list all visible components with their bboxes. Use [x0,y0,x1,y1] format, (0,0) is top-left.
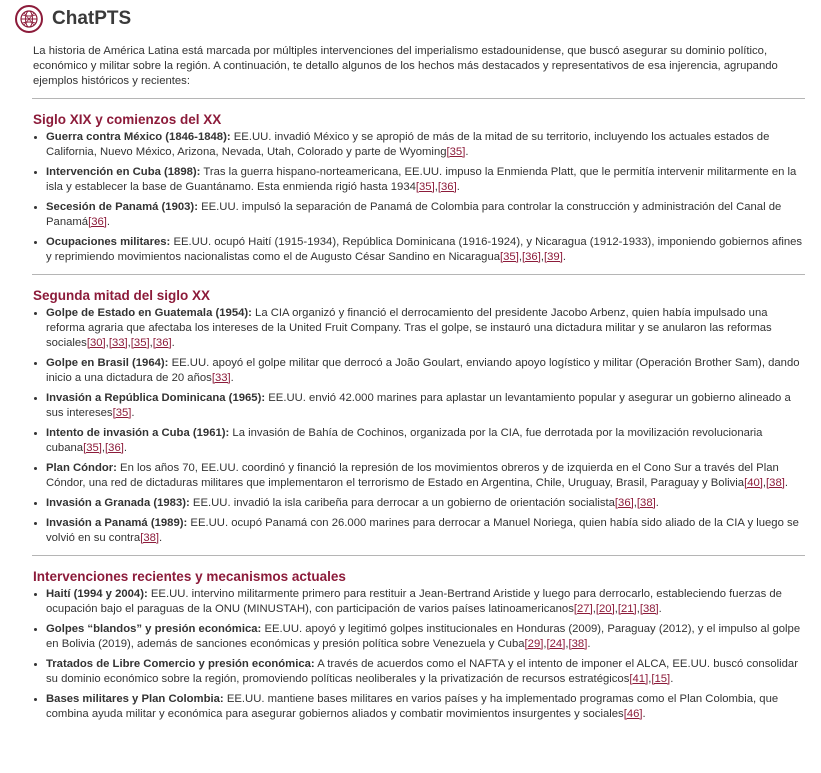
item-text: En los años 70, EE.UU. coordinó y financió la represión de los movimientos obreros y de izquierda en el Cono Sur a través del Plan Cóndor, una red de dictaduras militares que implementaron el terrorismo de Estado en Argentina, Chile, Uruguay, Brasil, Paraguay y Bolivia [46,462,779,489]
list-item: • Golpes “blandos” y presión económica: EE.UU. apoyó y legitimó golpes institucionales en Honduras (2009), Paraguay (2012), y el impulso al golpe en Bolivia (2019), además de sanciones económicas y presión política sobre Venezuela y Cuba[29],[24],[38]. [46,622,805,652]
item-text: Tras la guerra hispano-norteamericana, EE.UU. impuso la Enmienda Platt, que le permitía intervenir militarmente en la isla y establecer la base de Guantánamo. Esta enmienda rigió hasta 1934 [46,166,797,193]
citation-link[interactable]: [38] [568,638,588,650]
list-item [46,130,805,160]
section-divider [32,274,805,275]
globe-emblem-icon [15,5,43,33]
item-end: . [784,477,789,489]
item-title: Intento de invasión a Cuba (1961): [46,427,230,439]
item-title: Haití (1994 y 2004): [46,588,148,600]
item-text: EE.UU. impulsó la separación de Panamá de Colombia para controlar la construcción y administración del Canal de Panamá [46,201,782,228]
list-item [46,692,805,722]
item-title: Secesión de Panamá (1903): [46,201,198,213]
item-text: EE.UU. mantiene bases militares en varios países y ha implementado programas como el Plan Colombia, que combina ayuda militar y económica para asegurar gobiernos aliados y combatir movimientos insurgentes y sociales [46,693,779,720]
citation-link[interactable]: [46] [623,708,643,720]
item-title: Invasión a Granada (1983): [46,497,190,509]
item-text: La CIA organizó y financió el derrocamiento del presidente Jacobo Arbenz, quien había impulsado una reforma agraria que afectaba los intereses de la United Fruit Company. Tras el golpe, se instauró una dictadura militar y se anularon las reformas sociales [46,307,772,349]
item-end: . [655,497,659,509]
item-end: . [562,251,566,263]
citation-link[interactable]: [41] [629,673,649,685]
list-item [46,391,805,421]
citation-link[interactable]: [27] [573,603,593,615]
section-title: Siglo XIX y comienzos del XX [33,112,222,127]
item-end: . [642,708,646,720]
citation-link[interactable]: [36] [522,251,541,263]
item-text: EE.UU. invadió la isla caribeña para derrocar a un gobierno de orientación socialista [189,497,615,509]
item-end: . [159,532,163,544]
item-title: Guerra contra México (1846-1848): [46,131,231,143]
citation-link[interactable]: [36] [614,497,634,509]
citation-link[interactable]: [39] [543,251,563,263]
item-title: Bases militares y Plan Colombia: [46,693,224,705]
citation-link[interactable]: [38] [639,603,659,615]
item-end: . [658,603,662,615]
citation-link[interactable]: [36] [152,337,172,349]
item-end: . [587,638,591,650]
item-text: EE.UU. envió 42.000 marines para aplastar un levantamiento popular y asegurar un gobierno alineado a sus intereses [46,392,791,419]
item-end: . [171,337,175,349]
citation-link[interactable]: [33] [211,372,231,384]
item-title: Tratados de Libre Comercio y presión económica: [46,658,315,670]
citation-link[interactable]: [38] [140,532,160,544]
list-item [46,200,805,230]
item-title: Invasión a Panamá (1989): [46,517,188,529]
citation-link[interactable]: [35] [500,251,519,263]
item-text: EE.UU. ocupó Panamá con 26.000 marines para derrocar a Manuel Noriega, quien había sido aliado de la CIA y luego se volvió en su contra [46,517,799,544]
section-list [33,306,805,546]
citation-link[interactable]: [40] [744,477,763,489]
assistant-message [33,44,805,727]
item-title: Intervención en Cuba (1898): [46,166,201,178]
item-end: . [670,673,674,685]
intro-paragraph: La historia de América Latina está marcada por múltiples intervenciones del imperialismo estadounidense, que buscó asegurar su dominio político, económico y militar sobre la región. A continuación, te detallo algunos de los hechos más destacados y representativos de esa injerencia, agrupando ejemplos históricos y recientes: [33,45,778,87]
sections-container [33,98,805,722]
list-item [46,516,805,546]
item-text: A través de acuerdos como el NAFTA y el intento de imponer el ALCA, EE.UU. buscó consolidar su dominio económico sobre la región, promoviendo políticas neoliberales y la privatización de recursos estratégicos [46,658,798,685]
item-title: Golpe en Brasil (1964): [46,357,169,369]
citation-link[interactable]: [35] [446,146,466,158]
citation-link[interactable]: [35] [83,442,102,454]
citation-link[interactable]: [38] [766,477,785,489]
item-end: . [230,372,234,384]
citation-link[interactable]: [36] [88,216,107,228]
citation-link[interactable]: [35] [112,407,132,419]
list-item [46,356,805,386]
item-end: . [131,407,135,419]
list-item: • Tratados de Libre Comercio y presión económica: A través de acuerdos como el NAFTA y el intento de imponer el ALCA, EE.UU. buscó consolidar su dominio económico sobre la región, promoviendo políticas neoliberales y la privatización de recursos estratégicos[41],[15]. [46,657,805,687]
list-item: • Intento de invasión a Cuba (1961): La invasión de Bahía de Cochinos, organizada por la CIA, fue derrotada por la movilización revolucionaria cubana[35],[36]. [46,426,805,456]
section-list [33,587,805,722]
list-item: • Haití (1994 y 2004): EE.UU. intervino militarmente primero para restituir a Jean-Bertrand Aristide y luego para derrocarlo, estableciendo fuerzas de ocupación bajo el paraguas de la ONU (MINUSTAH), con participación de varios países latinoamericanos[27],[20],[21],[38]. [46,587,805,617]
list-item: • Plan Cóndor: En los años 70, EE.UU. coordinó y financió la represión de los movimientos obreros y de izquierda en el Cono Sur a través del Plan Cóndor, una red de dictaduras militares que implementaron el terrorismo de Estado en Argentina, Chile, Uruguay, Brasil, Paraguay y Bolivia[40],[38]. [46,461,805,491]
citation-link[interactable]: [35] [415,181,435,193]
item-text: EE.UU. intervino militarmente primero para restituir a Jean-Bertrand Aristide y luego para derrocarlo, estableciendo fuerzas de ocupación bajo el paraguas de la ONU (MINUSTAH), con participación de varios países latinoamericanos [46,588,782,615]
citation-link[interactable]: [38] [636,497,656,509]
section-divider [32,98,805,99]
item-end: . [106,216,111,228]
list-item: • Intervención en Cuba (1898): Tras la guerra hispano-norteamericana, EE.UU. impuso la Enmienda Platt, que le permitía intervenir militarmente en la isla y establecer la base de Guantánamo. Esta enmienda rigió hasta 1934[35],[36]. [46,165,805,195]
section-title: Segunda mitad del siglo XX [33,288,211,303]
citation-link[interactable]: [24] [546,638,566,650]
item-text: EE.UU. ocupó Haití (1915-1934), República Dominicana (1916-1924), y Nicaragua (1912-1933), imponiendo gobiernos afines y reprimiendo movimientos nacionalistas como el de Augusto César Sandino en Nicaragua [46,236,803,263]
item-end: . [456,181,460,193]
list-item: • Golpe de Estado en Guatemala (1954): La CIA organizó y financió el derrocamiento del presidente Jacobo Arbenz, quien había impulsado una reforma agraria que afectaba los intereses de la United Fruit Company. Tras el golpe, se instauró una dictadura militar y se anularon las reformas sociales[30],[33],[35],[36]. [46,306,805,351]
citation-link[interactable]: [35] [130,337,150,349]
section-title: Intervenciones recientes y mecanismos actuales [33,569,346,584]
item-end: . [465,146,469,158]
item-title: Golpes “blandos” y presión económica: [46,623,262,635]
citation-link[interactable]: [33] [108,337,128,349]
citation-link[interactable]: [36] [437,181,457,193]
citation-link[interactable]: [30] [86,337,106,349]
citation-link[interactable]: [15] [651,673,671,685]
item-end: . [123,442,128,454]
item-title: Ocupaciones militares: [46,236,171,248]
list-item: • Ocupaciones militares: EE.UU. ocupó Haití (1915-1934), República Dominicana (1916-1924), y Nicaragua (1912-1933), imponiendo gobiernos afines y reprimiendo movimientos nacionalistas como el de Augusto César Sandino en Nicaragua[35],[36],[39]. [46,235,805,265]
section-list [33,130,805,265]
item-title: Golpe de Estado en Guatemala (1954): [46,307,252,319]
item-text: EE.UU. invadió México y se apropió de más de la mitad de su territorio, incluyendo los actuales estados de California, Nuevo México, Arizona, Nevada, Utah, Colorado y parte de Wyoming [46,131,770,158]
citation-link[interactable]: [20] [595,603,615,615]
section-divider [32,555,805,556]
list-item: • Invasión a Granada (1983): EE.UU. invadió la isla caribeña para derrocar a un gobierno de orientación socialista[36],[38]. [46,496,805,511]
item-text: La invasión de Bahía de Cochinos, organizada por la CIA, fue derrotada por la movilización revolucionaria cubana [46,427,763,454]
app-title: ChatPTS [52,8,132,29]
item-text: EE.UU. apoyó y legitimó golpes institucionales en Honduras (2009), Paraguay (2012), y el impulso al golpe en Bolivia (2019), además de sanciones económicas y presión política sobre Venezuela y Cuba [46,623,801,650]
item-title: Invasión a República Dominicana (1965): [46,392,266,404]
item-text: EE.UU. apoyó el golpe militar que derrocó a João Goulart, enviando apoyo logístico y militar (Operación Brother Sam), dando inicio a una dictadura de 20 años [46,357,800,384]
item-title: Plan Cóndor: [46,462,117,474]
citation-link[interactable]: [29] [524,638,544,650]
citation-link[interactable]: [21] [617,603,637,615]
citation-link[interactable]: [36] [105,442,124,454]
app-header [15,5,131,33]
